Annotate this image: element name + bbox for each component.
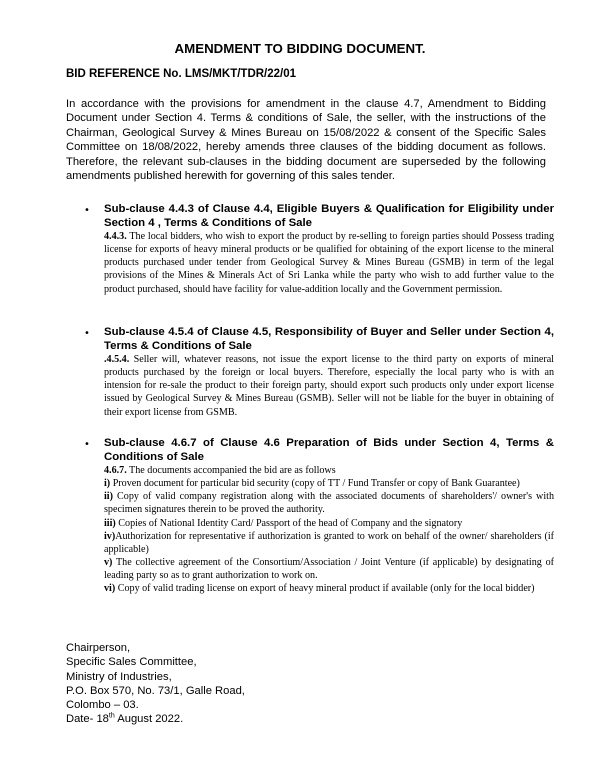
- item-text: Authorization for representative if authorization is granted to work on behalf of the owner/ shareholders (if applicable): [104, 530, 554, 555]
- date-prefix: Date- 18: [66, 713, 109, 726]
- clause-number: 4.6.7.: [104, 465, 127, 477]
- date-suffix: August 2022.: [114, 713, 184, 726]
- intro-paragraph: In accordance with the provisions for amendment in the clause 4.7, Amendment to Bidding Document under Section 4. Terms & conditions of Sale, the seller, with the instructions of the Chairman, Geological Survey & Mines Bureau on 15/08/2022 & consent of the Specific Sales Committee on 18/08/2022, hereby amends three clauses of the bidding document as follows. Therefore, the relevant sub-clauses in the bidding document are superseded by the following amendments published herewith for governing of this sales tender.: [66, 98, 546, 183]
- list-item: [104, 477, 554, 490]
- item-label: v): [104, 556, 113, 568]
- ministry-name: Ministry of Industries,: [66, 670, 172, 683]
- list-item: [104, 582, 554, 595]
- list-item: [104, 490, 554, 516]
- item-label: vi): [104, 583, 116, 595]
- clause-number: 4.4.3.: [104, 231, 127, 243]
- bullet-icon: •: [84, 439, 90, 450]
- clause-text: Seller will, whatever reasons, not issue the export license to the third party on exports of mineral products purchased by the foreign or local buyers. Therefore, especially the local party who is with an intension for re-sale the product to their foreign party, should export such products only under export license issued by Geological Survey & Mines Bureau (GSMB). Seller will not be liable for the buyer in obtaining of their export license from GSMB.: [104, 354, 554, 418]
- date-line: [66, 712, 245, 726]
- item-label: ii): [104, 491, 113, 503]
- postal-address: P.O. Box 570, No. 73/1, Galle Road,: [66, 684, 245, 697]
- section-body: [104, 353, 554, 418]
- list-item: [104, 530, 554, 556]
- section-heading: Sub-clause 4.5.4 of Clause 4.5, Responsibility of Buyer and Seller under Section 4, Terms & Conditions of Sale: [104, 326, 554, 352]
- item-label: iv): [104, 530, 116, 542]
- date-ordinal: th: [108, 712, 115, 720]
- section-body: [104, 230, 554, 295]
- title-period: .: [421, 41, 426, 56]
- clause-number: .4.5.4.: [104, 354, 130, 366]
- section-heading: Sub-clause 4.6.7 of Clause 4.6 Preparation of Bids under Section 4, Terms & Conditions of Sale: [104, 437, 554, 463]
- bid-reference: BID REFERENCE No. LMS/MKT/TDR/22/01: [66, 68, 297, 80]
- city-line: Colombo – 03.: [66, 699, 139, 712]
- item-text: Copy of valid trading license on export of heavy mineral product if available (only for the local bidder): [115, 583, 535, 595]
- item-text: The collective agreement of the Consortium/Association / Joint Venture (if applicable) by designating of leading party so as to grant authorization to work on.: [104, 556, 554, 581]
- section-body: [104, 464, 554, 595]
- item-text: Copy of valid company registration along with the associated documents of shareholders'/ owner's with specimen signatures therein to be proved the authority.: [104, 491, 554, 516]
- item-label: iii): [104, 517, 116, 529]
- signatory-title: Chairperson,: [66, 642, 131, 654]
- clause-text: The documents accompanied the bid are as follows: [126, 465, 336, 477]
- amendment-section-3: [84, 437, 554, 595]
- list-item: [104, 517, 554, 530]
- amendment-section-1: [84, 203, 554, 296]
- amendment-section-2: [84, 326, 554, 419]
- signature-block: [66, 641, 245, 727]
- committee-name: Specific Sales Committee,: [66, 656, 197, 669]
- clause-text: The local bidders, who wish to export the product by re-selling to foreign parties should Possess trading license for exports of heavy mineral products or be qualified for obtaining of the export license to the mineral products purchased under tender from Geological Survey & Mines Bureau (GSMB) in term of the legal provisions of the Mines & Minerals Act of Sri Lanka while the party who wish to add further value to the product purchased, should have facility for value-addition locally and the Government permission.: [104, 231, 554, 295]
- item-label: i): [104, 478, 111, 490]
- item-text: Proven document for particular bid security (copy of TT / Fund Transfer or copy of Bank Guarantee): [110, 478, 520, 490]
- list-item: [104, 556, 554, 582]
- document-title: [0, 41, 600, 56]
- item-text: Copies of National Identity Card/ Passport of the head of Company and the signatory: [115, 517, 463, 529]
- title-text: AMENDMENT TO BIDDING DOCUMENT: [174, 41, 422, 56]
- bullet-icon: •: [84, 328, 90, 339]
- bullet-icon: •: [84, 205, 90, 216]
- section-heading: Sub-clause 4.4.3 of Clause 4.4, Eligible Buyers & Qualification for Eligibility under Section 4 , Terms & Conditions of Sale: [104, 203, 554, 229]
